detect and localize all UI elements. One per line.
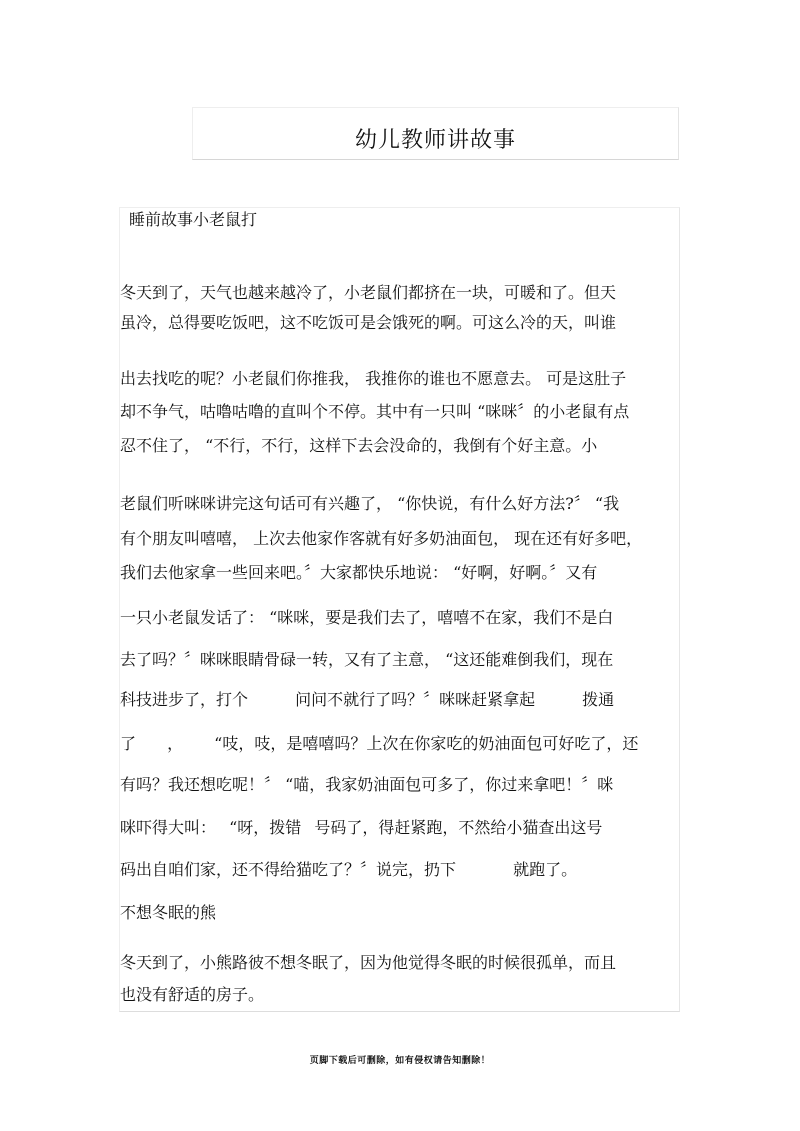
footer-note: 页脚下载后可删除，如有侵权请告知删除！ (309, 1056, 491, 1066)
body-line: 咪吓得大叫： “呀，拨错 号码了，得赶紧跑，不然给小猫查出这号 (120, 818, 603, 837)
body-line: 我们去他家拿一些回来吧。〞大家都快乐地说： “好啊，好啊。〞又有 (120, 563, 598, 582)
story-heading-bear: 不想冬眠的熊 (120, 903, 217, 922)
story-heading-mouse: 睡前故事小老鼠打 (129, 210, 258, 229)
document-title: 幼儿教师讲故事 (354, 128, 516, 153)
body-line: 却不争气，咕噜咕噜的直叫个不停。其中有一只叫 “咪咪〞的小老鼠有点 (120, 402, 630, 421)
body-line: 了 ， “吱，吱，是嘻嘻吗？上次在你家吃的奶油面包可好吃了，还 (120, 734, 639, 753)
body-line: 一只小老鼠发话了： “咪咪，要是我们去了，嘻嘻不在家，我们不是白 (120, 608, 614, 627)
body-line: 科技进步了，打个 问问不就行了吗？〞咪咪赶紧拿起 拨通 (120, 690, 615, 709)
body-line: 码出自咱们家，还不得给猫吃了？〞说完，扔下 就跑了。 (120, 860, 578, 879)
body-line: 老鼠们听咪咪讲完这句话可有兴趣了， “你快说，有什么好方法?〞 “我 (120, 494, 620, 513)
title-box (192, 107, 679, 160)
body-line: 冬天到了，天气也越来越冷了，小老鼠们都挤在一块，可暖和了。但天 (120, 283, 617, 302)
body-line: 有个朋友叫嘻嘻， 上次去他家作客就有好多奶油面包， 现在还有好多吧， (120, 529, 643, 548)
body-line: 有吗？我还想吃呢！〞 “喵，我家奶油面包可多了，你过来拿吧！〞咪 (120, 775, 614, 794)
body-line: 忍不住了， “不行，不行，这样下去会没命的，我倒有个好主意。小 (120, 436, 598, 455)
body-line: 去了吗？〞咪咪眼睛骨碌一转，又有了主意， “这还能难倒我们，现在 (120, 650, 614, 669)
body-line: 出去找吃的呢？小老鼠们你推我， 我推你的谁也不愿意去。 可是这肚子 (120, 369, 627, 388)
body-line: 也没有舒适的房子。 (120, 985, 265, 1004)
body-line: 虽冷，总得要吃饭吧，这不吃饭可是会饿死的啊。可这么冷的天，叫谁 (120, 313, 617, 332)
body-line: 冬天到了，小熊路彼不想冬眠了，因为他觉得冬眠的时候很孤单，而且 (120, 953, 617, 972)
